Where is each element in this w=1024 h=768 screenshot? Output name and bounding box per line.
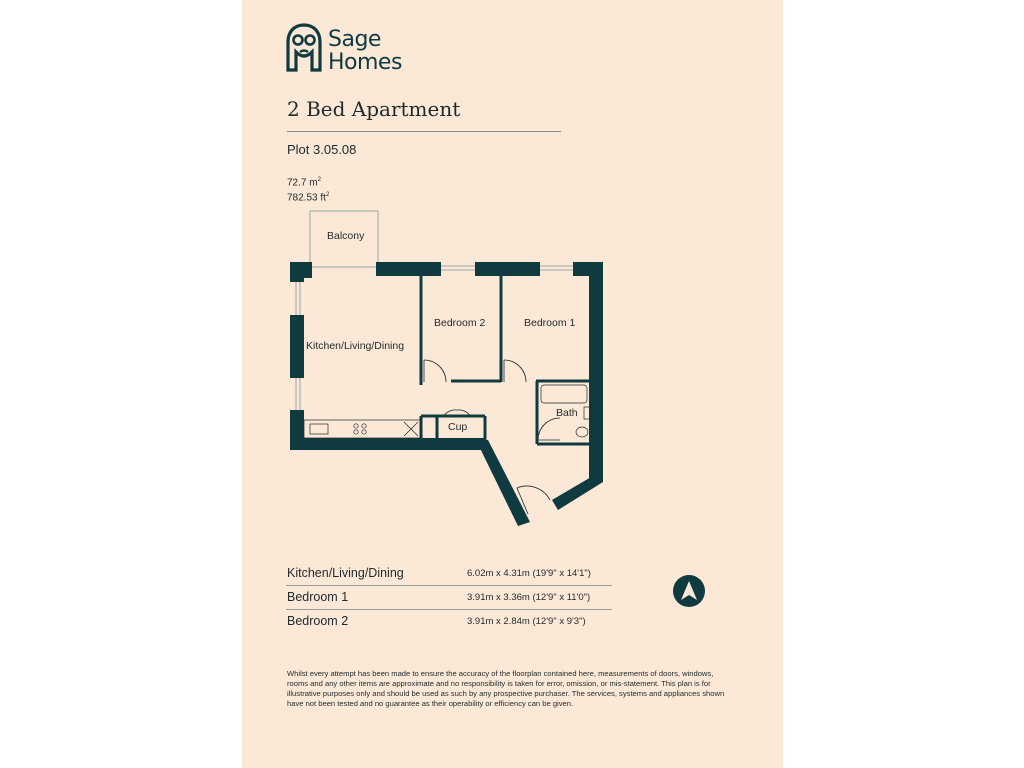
title-divider [287,131,561,132]
door-swings [424,360,560,514]
room-dimensions-table [286,562,612,633]
walls [290,262,603,526]
kitchen-counter [304,420,420,438]
balcony-label: Balcony [327,230,365,242]
bedroom-1-label: Bedroom 1 [524,317,576,329]
windows [296,266,573,410]
sage-homes-logo [286,22,436,78]
owl-icon [286,22,322,74]
dimension-size: 6.02m x 4.31m (19'9" x 14'1") [467,568,591,579]
disclaimer-text: Whilst every attempt has been made to ensure the accuracy of the floorplan contained here, measurements of doors, windows, rooms and any other items are approximate and no responsibility is taken for error, omission, or mis-statement. This plan is for illustrative purposes only and should be used as such by any prospective purchaser. The services, systems and appliances shown have not been tested and no guarantee as their operability or efficiency can be given. [287,669,725,708]
dimension-row [286,562,612,586]
plan-title: 2 Bed Apartment [287,97,461,121]
area-imperial: 782.53 $ft^2$ [287,192,330,204]
dimension-size: 3.91m x 2.84m (12'9" x 9'3") [467,616,586,627]
north-arrow-icon [672,574,706,608]
dimension-row [286,586,612,610]
bedroom-2-label: Bedroom 2 [434,317,486,329]
dimension-row [286,610,612,633]
dimension-room: Bedroom 1 [287,590,349,604]
kitchen-living-dining-label: Kitchen/Living/Dining [306,340,405,352]
brand-wordmark [328,28,402,74]
brand-line-2: Homes [328,50,402,75]
area-metric: 72.7 $m^2$ [287,177,321,189]
dimension-room: Bedroom 2 [287,614,349,628]
bath-label: Bath [556,407,578,419]
area-block [287,174,329,205]
plot-number: Plot 3.05.08 [287,142,357,157]
cupboard-label: Cup [448,421,468,433]
dimension-size: 3.91m x 3.36m (12'9" x 11'0") [467,592,591,603]
brand-line-1: Sage [328,27,381,52]
floorplan [285,205,615,535]
dimension-room: Kitchen/Living/Dining [287,566,404,580]
